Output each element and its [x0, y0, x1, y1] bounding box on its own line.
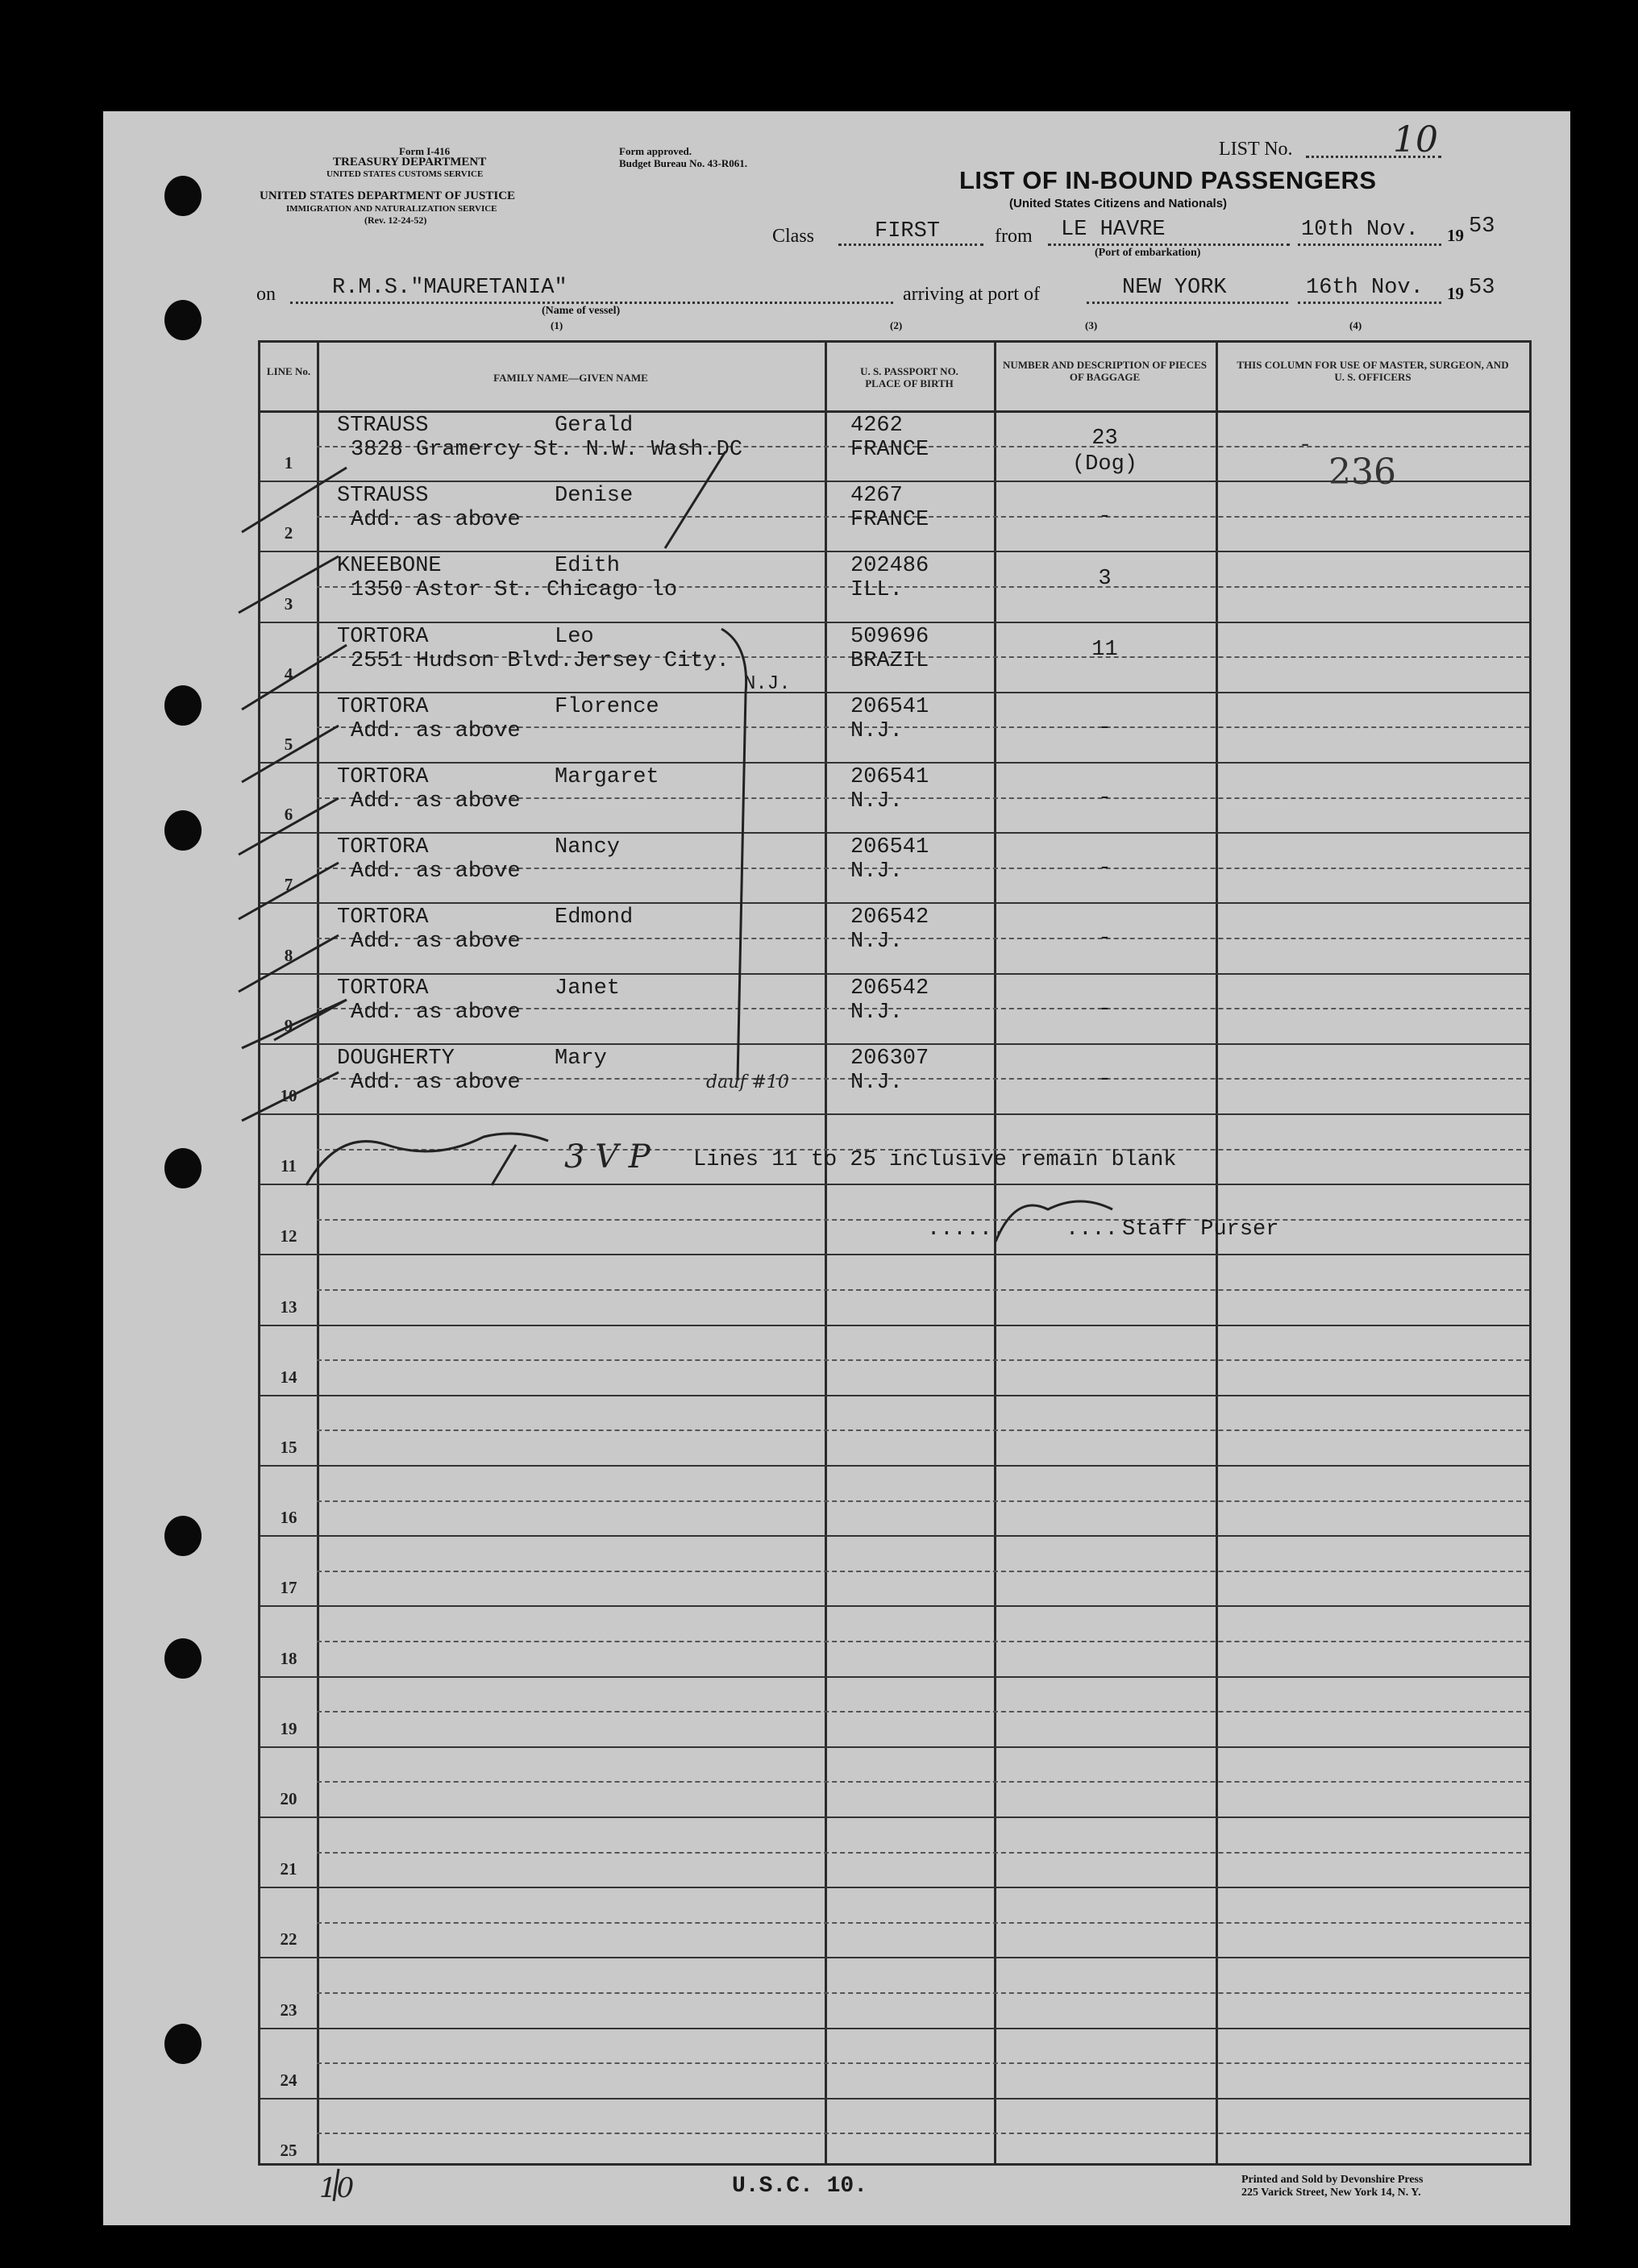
line-number: 15: [280, 1438, 297, 1457]
place-of-birth: BRAZIL: [850, 648, 929, 673]
row-subdivider: [317, 1992, 1529, 1994]
row-divider: [260, 1043, 1529, 1045]
row-subdivider: [317, 1922, 1529, 1924]
family-name: TORTORA: [337, 976, 429, 1001]
line-number: 11: [281, 1156, 297, 1176]
line-number: 6: [284, 805, 293, 825]
binder-hole: [164, 2024, 202, 2064]
purser-dots-2: ....: [1066, 1217, 1118, 1242]
row-divider: [260, 1395, 1529, 1396]
place-of-birth: N.J.: [850, 1070, 903, 1095]
row-divider: [260, 622, 1529, 623]
row-divider: [260, 1887, 1529, 1888]
line-number: 5: [284, 734, 293, 754]
address: Add. as above: [351, 508, 521, 533]
form-approved: Form approved.: [619, 145, 692, 157]
col-line-no: LINE No.: [266, 365, 311, 377]
family-name: KNEEBONE: [337, 554, 442, 579]
arrival-date: 16th Nov.: [1306, 276, 1424, 300]
embark-caption: (Port of embarkation): [1095, 247, 1201, 259]
caption-3: (3): [1085, 319, 1098, 331]
page-title: LIST OF IN-BOUND PASSENGERS: [959, 166, 1377, 194]
line-number: 18: [280, 1648, 297, 1668]
line-number: 25: [280, 2141, 297, 2160]
passport-number: 509696: [850, 624, 929, 649]
passport-number: 206542: [850, 905, 929, 930]
place-of-birth: N.J.: [850, 930, 903, 955]
given-name: Leo: [555, 624, 594, 649]
binder-hole: [164, 1516, 202, 1556]
customs-label: UNITED STATES CUSTOMS SERVICE: [326, 169, 484, 179]
printer-line-2: 225 Varick Street, New York 14, N. Y.: [1241, 2187, 1421, 2199]
row-subdivider: [317, 1852, 1529, 1854]
passport-number: 4262: [850, 414, 903, 438]
row-subdivider: [317, 1641, 1529, 1642]
arrival-port: NEW YORK: [1122, 276, 1227, 300]
col-baggage: NUMBER AND DESCRIPTION OF PIECES OF BAGGAGE: [1002, 359, 1208, 383]
baggage-count: -: [1098, 786, 1112, 810]
row-divider: [260, 1816, 1529, 1818]
binder-hole: [164, 176, 202, 216]
address: 3828 Gramercy St. N.W. Wash.DC: [351, 438, 743, 462]
row-divider: [260, 2028, 1529, 2029]
line-number: 12: [280, 1226, 297, 1246]
baggage-count: -: [1098, 997, 1112, 1022]
passenger-table: [258, 340, 1532, 2166]
address: Add. as above: [351, 1000, 521, 1025]
baggage-description: (Dog): [1071, 452, 1137, 476]
col-name: FAMILY NAME—GIVEN NAME: [493, 372, 648, 384]
line-number: 9: [284, 1015, 293, 1035]
line-number: 7: [284, 875, 293, 895]
line-number: 20: [280, 1789, 297, 1808]
row-divider: [260, 1676, 1529, 1678]
page-subtitle: (United States Citizens and Nationals): [1009, 197, 1228, 210]
place-of-birth: ILL.: [850, 578, 903, 603]
binder-hole: [164, 685, 202, 726]
address: Add. as above: [351, 1070, 521, 1095]
row-divider: [260, 902, 1529, 904]
handwritten-note: 3 V P: [564, 1138, 651, 1176]
row-subdivider: [317, 2133, 1529, 2134]
given-name: Mary: [555, 1046, 607, 1071]
given-name: Nancy: [555, 835, 621, 860]
class-value: FIRST: [875, 219, 941, 243]
family-name: TORTORA: [337, 765, 429, 789]
line-number: 17: [280, 1578, 297, 1598]
family-name: STRAUSS: [337, 484, 429, 509]
address: Add. as above: [351, 718, 521, 743]
row-divider: [260, 1254, 1529, 1255]
line-number: 3: [284, 593, 293, 614]
line-number: 19: [280, 1718, 297, 1738]
family-name: TORTORA: [337, 624, 429, 649]
row-divider: [260, 1465, 1529, 1467]
line-number: 22: [280, 1929, 297, 1950]
row-subdivider: [317, 1571, 1529, 1572]
row-divider: [260, 1535, 1529, 1537]
baggage-count: -: [1098, 1067, 1112, 1092]
footer-number: 10: [319, 2172, 355, 2204]
given-name: Denise: [555, 484, 634, 509]
place-of-birth: N.J.: [850, 859, 903, 884]
row-divider: [260, 973, 1529, 975]
vessel-name: R.M.S."MAURETANIA": [332, 276, 567, 300]
baggage-count: -: [1098, 856, 1112, 881]
baggage-count: 23: [1091, 427, 1118, 451]
baggage-count: -: [1098, 926, 1112, 951]
row-subdivider: [317, 1289, 1529, 1291]
purser-label: Staff Purser: [1122, 1217, 1279, 1242]
line-number: 21: [280, 1859, 297, 1879]
class-label: Class: [772, 226, 815, 247]
passport-number: 206541: [850, 765, 929, 789]
line-number: 8: [284, 945, 293, 965]
usc-label: U.S.C. 10.: [732, 2174, 868, 2199]
address: Add. as above: [351, 789, 521, 814]
passport-number: 202486: [850, 554, 929, 579]
binder-hole: [164, 1638, 202, 1679]
list-number: 10: [1393, 119, 1438, 160]
list-label: LIST No.: [1219, 139, 1293, 160]
immigration-label: IMMIGRATION AND NATURALIZATION SERVICE: [286, 204, 497, 214]
given-name: Margaret: [555, 765, 659, 789]
row-divider: [260, 1113, 1529, 1115]
row-subdivider: [317, 1711, 1529, 1712]
vessel-caption: (Name of vessel): [542, 305, 621, 317]
row-subdivider: [317, 2062, 1529, 2064]
place-of-birth: FRANCE: [850, 438, 929, 462]
row-divider: [260, 1184, 1529, 1185]
arriving-label: arriving at port of: [903, 284, 1040, 305]
passport-number: 206541: [850, 835, 929, 860]
col-passport: U. S. PASSPORT NO. PLACE OF BIRTH: [860, 365, 958, 389]
purser-dots: ......: [927, 1217, 1006, 1242]
row-divider: [260, 832, 1529, 834]
row-subdivider: [317, 1781, 1529, 1783]
line-number: 14: [280, 1367, 297, 1387]
baggage-count: -: [1098, 715, 1112, 740]
caption-4: (4): [1349, 319, 1362, 331]
line-number: 24: [280, 2070, 297, 2090]
given-name: Gerald: [555, 414, 634, 438]
row-divider: [260, 2098, 1529, 2099]
line-number: 23: [280, 2000, 297, 2020]
form-number: Form I-416: [399, 145, 451, 157]
row-divider: [260, 1325, 1529, 1326]
line-number: 2: [284, 523, 293, 543]
line-number: 10: [280, 1086, 297, 1105]
baggage-count: -: [1098, 505, 1112, 530]
address: 1350 Astor St. Chicago lo: [351, 578, 678, 603]
address: 2551 Hudson Blvd.Jersey City.: [351, 648, 730, 673]
family-name: TORTORA: [337, 835, 429, 860]
line-number: 13: [280, 1296, 297, 1317]
line-number: 1: [284, 453, 293, 473]
row-divider: [260, 1957, 1529, 1958]
svg-text:236: 236: [1328, 452, 1396, 493]
given-name: Florence: [555, 694, 659, 719]
baggage-count: 11: [1091, 637, 1118, 662]
justice-label: UNITED STATES DEPARTMENT OF JUSTICE: [260, 189, 516, 202]
passport-number: 206307: [850, 1046, 929, 1071]
treasury-label: TREASURY DEPARTMENT: [333, 156, 487, 169]
row-subdivider: [317, 1429, 1529, 1431]
handwritten-note-2: dauf #10: [706, 1072, 789, 1092]
passport-number: 206542: [850, 976, 929, 1001]
budget-bureau: Budget Bureau No. 43-R061.: [619, 157, 748, 169]
row-divider: [260, 1746, 1529, 1748]
address: Add. as above: [351, 859, 521, 884]
given-name: Janet: [555, 976, 621, 1001]
row-subdivider: [317, 1359, 1529, 1361]
place-of-birth: FRANCE: [850, 508, 929, 533]
row-subdivider: [317, 1500, 1529, 1502]
col-officers: THIS COLUMN FOR USE OF MASTER, SURGEON, AND U. S. OFFICERS: [1237, 359, 1509, 383]
family-name: TORTORA: [337, 905, 429, 930]
departure-year-prefix: 19: [1447, 226, 1464, 245]
family-name: DOUGHERTY: [337, 1046, 455, 1071]
row-divider: [260, 481, 1529, 482]
baggage-count: 3: [1098, 567, 1112, 592]
arrival-year: 53: [1469, 276, 1495, 300]
departure-year: 53: [1469, 214, 1495, 239]
embark-port: LE HAVRE: [1061, 218, 1166, 242]
row-divider: [260, 551, 1529, 552]
family-name: STRAUSS: [337, 414, 429, 438]
revision-label: (Rev. 12-24-52): [364, 214, 427, 226]
family-name: TORTORA: [337, 694, 429, 719]
departure-date: 10th Nov.: [1301, 218, 1419, 242]
passport-number: 4267: [850, 484, 903, 509]
row-divider: [260, 692, 1529, 693]
row-subdivider: [317, 1219, 1529, 1221]
passport-number: 206541: [850, 694, 929, 719]
caption-1: (1): [551, 319, 563, 331]
given-name: Edmond: [555, 905, 634, 930]
blank-lines-note: Lines 11 to 25 inclusive remain blank: [693, 1148, 1177, 1172]
svg-text:-: -: [1301, 430, 1310, 458]
place-of-birth: N.J.: [850, 789, 903, 814]
line-number: 4: [284, 664, 293, 684]
row-divider: [260, 762, 1529, 764]
caption-2: (2): [890, 319, 903, 331]
place-of-birth: N.J.: [850, 718, 903, 743]
on-label: on: [256, 284, 276, 305]
from-label: from: [995, 226, 1033, 247]
binder-hole: [164, 810, 202, 851]
binder-hole: [164, 300, 202, 340]
binder-hole: [164, 1148, 202, 1188]
row-divider: [260, 1605, 1529, 1607]
address: Add. as above: [351, 930, 521, 955]
printer-line-1: Printed and Sold by Devonshire Press: [1241, 2174, 1424, 2186]
place-of-birth: N.J.: [850, 1000, 903, 1025]
address-continued: N.J.: [744, 672, 791, 695]
line-number: 16: [280, 1508, 297, 1528]
given-name: Edith: [555, 554, 621, 579]
arrival-year-prefix: 19: [1447, 284, 1464, 303]
